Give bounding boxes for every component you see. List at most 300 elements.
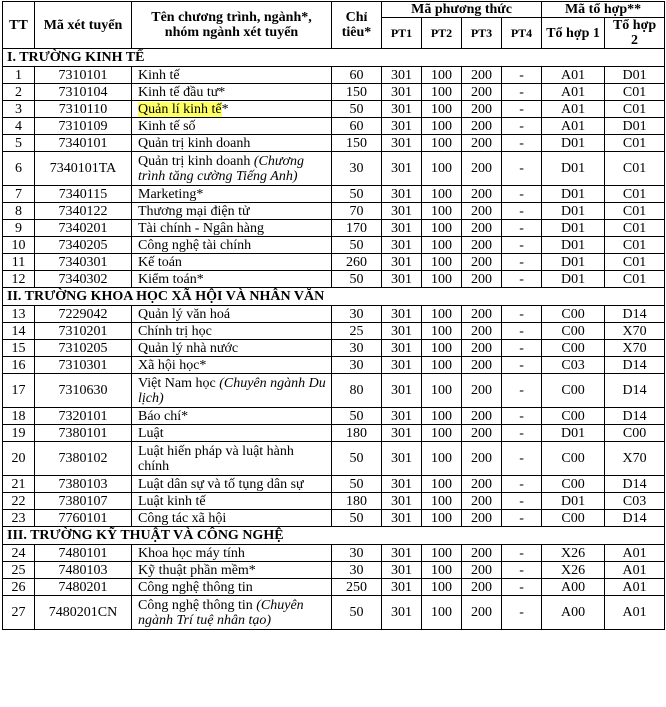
cell-code: 7380107	[35, 493, 132, 510]
cell-pt2: 100	[422, 510, 462, 527]
cell-combo-1: D01	[542, 135, 605, 152]
header-combo-2: Tổ hợp 2	[605, 18, 665, 49]
cell-quota: 50	[332, 186, 382, 203]
program-name: Công nghệ thông tin	[138, 579, 253, 595]
cell-quota: 30	[332, 357, 382, 374]
cell-pt2: 100	[422, 442, 462, 476]
cell-pt2: 100	[422, 493, 462, 510]
cell-code: 7340301	[35, 254, 132, 271]
cell-combo-2: A01	[605, 579, 665, 596]
cell-tt: 22	[3, 493, 35, 510]
cell-combo-2: D14	[605, 357, 665, 374]
cell-pt1: 301	[382, 152, 422, 186]
cell-combo-1: C00	[542, 374, 605, 408]
table-row	[3, 186, 665, 203]
cell-tt: 21	[3, 476, 35, 493]
cell-pt4: -	[502, 545, 542, 562]
cell-quota: 260	[332, 254, 382, 271]
table-row	[3, 306, 665, 323]
cell-pt2: 100	[422, 374, 462, 408]
cell-pt1: 301	[382, 562, 422, 579]
cell-quota: 30	[332, 545, 382, 562]
cell-combo-2: A01	[605, 545, 665, 562]
cell-code: 7320101	[35, 408, 132, 425]
cell-quota: 30	[332, 340, 382, 357]
cell-pt1: 301	[382, 220, 422, 237]
table-row	[3, 408, 665, 425]
cell-program	[132, 545, 332, 562]
cell-pt3: 200	[462, 545, 502, 562]
cell-combo-2: C01	[605, 152, 665, 186]
cell-code: 7310301	[35, 357, 132, 374]
cell-pt4: -	[502, 84, 542, 101]
cell-pt4: -	[502, 220, 542, 237]
cell-pt3: 200	[462, 271, 502, 288]
program-name: Kế toán	[138, 254, 182, 270]
header-program: Tên chương trình, ngành*, nhóm ngành xét tuyển	[132, 2, 332, 49]
cell-pt2: 100	[422, 254, 462, 271]
cell-pt2: 100	[422, 118, 462, 135]
program-note: (Chương trình tăng cường Tiếng Anh)	[138, 153, 304, 184]
cell-code: 7760101	[35, 510, 132, 527]
cell-combo-1: A01	[542, 84, 605, 101]
program-name: Thương mại điện tử	[138, 203, 250, 219]
cell-code: 7480101	[35, 545, 132, 562]
cell-quota: 150	[332, 135, 382, 152]
section-row	[3, 49, 665, 67]
cell-combo-2: C01	[605, 237, 665, 254]
cell-combo-1: A01	[542, 101, 605, 118]
cell-pt4: -	[502, 476, 542, 493]
cell-quota: 180	[332, 493, 382, 510]
cell-code: 7310205	[35, 340, 132, 357]
header-pt4: PT4	[502, 18, 542, 49]
cell-pt4: -	[502, 101, 542, 118]
cell-pt4: -	[502, 425, 542, 442]
cell-quota: 50	[332, 442, 382, 476]
cell-combo-1: X26	[542, 545, 605, 562]
cell-combo-2: C01	[605, 84, 665, 101]
cell-pt1: 301	[382, 254, 422, 271]
cell-combo-1: C00	[542, 510, 605, 527]
table-row	[3, 579, 665, 596]
cell-tt: 16	[3, 357, 35, 374]
cell-quota: 25	[332, 323, 382, 340]
cell-program	[132, 596, 332, 630]
cell-combo-2: C01	[605, 254, 665, 271]
header-quota: Chỉ tiêu*	[332, 2, 382, 49]
cell-combo-2: X70	[605, 340, 665, 357]
section-row	[3, 288, 665, 306]
cell-code: 7480201	[35, 579, 132, 596]
cell-program	[132, 101, 332, 118]
table-row	[3, 254, 665, 271]
program-name: Kinh tế	[138, 67, 180, 83]
program-name: Chính trị học	[138, 323, 212, 339]
cell-pt1: 301	[382, 118, 422, 135]
cell-program	[132, 118, 332, 135]
cell-pt3: 200	[462, 340, 502, 357]
cell-tt: 20	[3, 442, 35, 476]
header-pt3: PT3	[462, 18, 502, 49]
cell-program	[132, 579, 332, 596]
cell-pt3: 200	[462, 323, 502, 340]
cell-pt4: -	[502, 306, 542, 323]
cell-pt2: 100	[422, 562, 462, 579]
cell-pt1: 301	[382, 203, 422, 220]
cell-pt4: -	[502, 254, 542, 271]
cell-tt: 7	[3, 186, 35, 203]
cell-quota: 50	[332, 476, 382, 493]
cell-combo-1: A01	[542, 67, 605, 84]
table-row	[3, 237, 665, 254]
program-name: Quản lý nhà nước	[138, 340, 239, 356]
cell-combo-2: D14	[605, 374, 665, 408]
cell-pt4: -	[502, 493, 542, 510]
cell-program	[132, 408, 332, 425]
cell-code: 7310110	[35, 101, 132, 118]
program-name: Kiểm toán*	[138, 271, 204, 287]
cell-pt2: 100	[422, 476, 462, 493]
cell-pt2: 100	[422, 220, 462, 237]
cell-pt2: 100	[422, 203, 462, 220]
program-name: Kỹ thuật phần mềm*	[138, 562, 256, 578]
cell-combo-2: C03	[605, 493, 665, 510]
cell-code: 7380103	[35, 476, 132, 493]
cell-combo-1: D01	[542, 254, 605, 271]
header-code: Mã xét tuyển	[35, 2, 132, 49]
program-name: Kinh tế đầu tư*	[138, 84, 226, 100]
cell-program	[132, 220, 332, 237]
cell-program	[132, 510, 332, 527]
cell-combo-2: A01	[605, 596, 665, 630]
cell-pt2: 100	[422, 323, 462, 340]
program-name-suffix: *	[221, 101, 229, 117]
cell-pt2: 100	[422, 306, 462, 323]
program-name: Việt Nam học	[138, 375, 220, 391]
cell-program	[132, 237, 332, 254]
cell-pt1: 301	[382, 596, 422, 630]
program-name: Báo chí*	[138, 408, 189, 424]
cell-program	[132, 84, 332, 101]
cell-code: 7340302	[35, 271, 132, 288]
table-row	[3, 152, 665, 186]
program-name: Tài chính - Ngân hàng	[138, 220, 264, 236]
cell-program	[132, 186, 332, 203]
cell-program	[132, 562, 332, 579]
cell-program	[132, 323, 332, 340]
cell-pt4: -	[502, 118, 542, 135]
cell-pt3: 200	[462, 425, 502, 442]
cell-code: 7340201	[35, 220, 132, 237]
cell-pt1: 301	[382, 306, 422, 323]
cell-tt: 24	[3, 545, 35, 562]
cell-pt3: 200	[462, 510, 502, 527]
cell-pt4: -	[502, 442, 542, 476]
cell-code: 7340115	[35, 186, 132, 203]
cell-quota: 60	[332, 67, 382, 84]
table-row	[3, 562, 665, 579]
cell-pt1: 301	[382, 340, 422, 357]
cell-pt2: 100	[422, 596, 462, 630]
cell-combo-1: C00	[542, 340, 605, 357]
cell-tt: 9	[3, 220, 35, 237]
cell-tt: 15	[3, 340, 35, 357]
cell-tt: 14	[3, 323, 35, 340]
cell-combo-1: D01	[542, 220, 605, 237]
cell-combo-2: C01	[605, 203, 665, 220]
program-name: Công tác xã hội	[138, 510, 227, 526]
cell-pt1: 301	[382, 425, 422, 442]
program-name: Quản trị kinh doanh	[138, 135, 251, 151]
program-note: (Chuyên ngành Trí tuệ nhân tạo)	[138, 597, 304, 628]
cell-combo-2: D14	[605, 476, 665, 493]
table-row	[3, 84, 665, 101]
table-row	[3, 357, 665, 374]
cell-pt2: 100	[422, 340, 462, 357]
cell-pt4: -	[502, 374, 542, 408]
cell-combo-2: C00	[605, 425, 665, 442]
program-name: Luật kinh tế	[138, 493, 206, 509]
table-row	[3, 493, 665, 510]
cell-tt: 6	[3, 152, 35, 186]
cell-code: 7310104	[35, 84, 132, 101]
cell-pt2: 100	[422, 135, 462, 152]
cell-program	[132, 493, 332, 510]
header-methods: Mã phương thức	[382, 2, 542, 18]
cell-combo-1: C00	[542, 476, 605, 493]
cell-program	[132, 306, 332, 323]
highlighted-text: Quản lí kinh tế	[138, 101, 222, 117]
cell-pt2: 100	[422, 408, 462, 425]
table-row	[3, 323, 665, 340]
cell-combo-1: D01	[542, 186, 605, 203]
cell-combo-1: A00	[542, 579, 605, 596]
cell-pt3: 200	[462, 579, 502, 596]
cell-code: 7380102	[35, 442, 132, 476]
header-pt1: PT1	[382, 18, 422, 49]
cell-combo-2: A01	[605, 562, 665, 579]
cell-pt4: -	[502, 562, 542, 579]
cell-program	[132, 442, 332, 476]
cell-pt3: 200	[462, 152, 502, 186]
cell-code: 7310109	[35, 118, 132, 135]
cell-pt3: 200	[462, 408, 502, 425]
table-row	[3, 374, 665, 408]
cell-code: 7229042	[35, 306, 132, 323]
cell-tt: 2	[3, 84, 35, 101]
cell-quota: 150	[332, 84, 382, 101]
program-name: Luật hiến pháp và luật hành chính	[138, 443, 294, 474]
table-row	[3, 135, 665, 152]
cell-tt: 19	[3, 425, 35, 442]
cell-pt4: -	[502, 203, 542, 220]
cell-quota: 50	[332, 271, 382, 288]
program-name: Luật	[138, 425, 164, 441]
cell-pt3: 200	[462, 442, 502, 476]
cell-tt: 26	[3, 579, 35, 596]
cell-program	[132, 203, 332, 220]
program-name: Marketing*	[138, 186, 204, 202]
table-row	[3, 425, 665, 442]
cell-tt: 4	[3, 118, 35, 135]
table-row	[3, 340, 665, 357]
cell-combo-1: D01	[542, 271, 605, 288]
cell-combo-1: D01	[542, 425, 605, 442]
cell-program	[132, 340, 332, 357]
program-name: Kinh tế số	[138, 118, 196, 134]
cell-pt4: -	[502, 67, 542, 84]
cell-quota: 70	[332, 203, 382, 220]
cell-pt3: 200	[462, 135, 502, 152]
cell-tt: 25	[3, 562, 35, 579]
cell-tt: 23	[3, 510, 35, 527]
cell-tt: 18	[3, 408, 35, 425]
section-title: II. TRƯỜNG KHOA HỌC XÃ HỘI VÀ NHÂN VĂN	[3, 288, 665, 306]
cell-pt1: 301	[382, 357, 422, 374]
table-row	[3, 101, 665, 118]
cell-pt4: -	[502, 152, 542, 186]
cell-tt: 11	[3, 254, 35, 271]
cell-combo-2: C01	[605, 135, 665, 152]
cell-combo-2: X70	[605, 442, 665, 476]
cell-tt: 17	[3, 374, 35, 408]
cell-pt3: 200	[462, 306, 502, 323]
cell-program	[132, 425, 332, 442]
program-name: Khoa học máy tính	[138, 545, 245, 561]
cell-pt1: 301	[382, 493, 422, 510]
cell-pt1: 301	[382, 271, 422, 288]
cell-pt2: 100	[422, 152, 462, 186]
cell-pt1: 301	[382, 579, 422, 596]
cell-combo-1: D01	[542, 203, 605, 220]
cell-tt: 8	[3, 203, 35, 220]
program-name: Quản trị kinh doanh	[138, 153, 254, 169]
cell-code: 7310201	[35, 323, 132, 340]
cell-combo-1: C00	[542, 306, 605, 323]
cell-pt4: -	[502, 596, 542, 630]
cell-pt4: -	[502, 357, 542, 374]
cell-quota: 50	[332, 101, 382, 118]
cell-tt: 12	[3, 271, 35, 288]
cell-pt1: 301	[382, 374, 422, 408]
cell-code: 7310630	[35, 374, 132, 408]
cell-code: 7380101	[35, 425, 132, 442]
program-name: Công nghệ tài chính	[138, 237, 252, 253]
cell-pt3: 200	[462, 84, 502, 101]
program-note: (Chuyên ngành Du lịch)	[138, 375, 326, 406]
cell-pt4: -	[502, 510, 542, 527]
section-row	[3, 527, 665, 545]
table-row	[3, 67, 665, 84]
cell-pt3: 200	[462, 357, 502, 374]
cell-pt2: 100	[422, 271, 462, 288]
cell-quota: 250	[332, 579, 382, 596]
cell-quota: 50	[332, 596, 382, 630]
cell-pt3: 200	[462, 67, 502, 84]
cell-combo-1: C00	[542, 408, 605, 425]
cell-combo-1: D01	[542, 237, 605, 254]
cell-pt1: 301	[382, 476, 422, 493]
cell-code: 7480103	[35, 562, 132, 579]
cell-quota: 170	[332, 220, 382, 237]
cell-combo-1: A00	[542, 596, 605, 630]
cell-tt: 10	[3, 237, 35, 254]
cell-pt3: 200	[462, 562, 502, 579]
cell-pt1: 301	[382, 186, 422, 203]
cell-program	[132, 135, 332, 152]
cell-pt1: 301	[382, 135, 422, 152]
cell-tt: 1	[3, 67, 35, 84]
cell-pt4: -	[502, 271, 542, 288]
cell-combo-2: D01	[605, 118, 665, 135]
cell-tt: 27	[3, 596, 35, 630]
table-row	[3, 203, 665, 220]
table-row	[3, 271, 665, 288]
cell-quota: 180	[332, 425, 382, 442]
cell-pt1: 301	[382, 67, 422, 84]
cell-combo-2: D01	[605, 67, 665, 84]
cell-combo-2: D14	[605, 510, 665, 527]
cell-combo-2: D14	[605, 306, 665, 323]
header-combo-1: Tổ hợp 1	[542, 18, 605, 49]
table-row	[3, 118, 665, 135]
cell-pt1: 301	[382, 237, 422, 254]
cell-combo-1: C00	[542, 323, 605, 340]
header-pt2: PT2	[422, 18, 462, 49]
cell-pt2: 100	[422, 579, 462, 596]
table-row	[3, 596, 665, 630]
cell-pt3: 200	[462, 203, 502, 220]
cell-pt2: 100	[422, 545, 462, 562]
admissions-table	[2, 1, 665, 630]
cell-pt3: 200	[462, 493, 502, 510]
cell-pt4: -	[502, 323, 542, 340]
cell-pt3: 200	[462, 596, 502, 630]
table-row	[3, 510, 665, 527]
cell-pt4: -	[502, 408, 542, 425]
cell-program	[132, 271, 332, 288]
section-title: I. TRƯỜNG KINH TẾ	[3, 49, 665, 67]
cell-program	[132, 357, 332, 374]
cell-quota: 30	[332, 152, 382, 186]
cell-combo-1: C00	[542, 442, 605, 476]
cell-pt3: 200	[462, 118, 502, 135]
cell-pt4: -	[502, 186, 542, 203]
cell-program	[132, 152, 332, 186]
cell-pt1: 301	[382, 510, 422, 527]
cell-pt1: 301	[382, 442, 422, 476]
cell-code: 7310101	[35, 67, 132, 84]
program-name: Luật dân sự và tố tụng dân sự	[138, 476, 304, 492]
header-combos: Mã tổ hợp**	[542, 2, 665, 18]
cell-combo-2: C01	[605, 220, 665, 237]
table-body	[3, 49, 665, 630]
program-name: Xã hội học*	[138, 357, 207, 373]
cell-code: 7340101	[35, 135, 132, 152]
cell-pt2: 100	[422, 357, 462, 374]
cell-pt2: 100	[422, 84, 462, 101]
cell-pt3: 200	[462, 237, 502, 254]
program-name: Công nghệ thông tin	[138, 597, 257, 613]
cell-quota: 60	[332, 118, 382, 135]
cell-tt: 3	[3, 101, 35, 118]
cell-pt4: -	[502, 579, 542, 596]
cell-quota: 50	[332, 510, 382, 527]
cell-pt2: 100	[422, 425, 462, 442]
cell-pt3: 200	[462, 186, 502, 203]
cell-pt4: -	[502, 135, 542, 152]
